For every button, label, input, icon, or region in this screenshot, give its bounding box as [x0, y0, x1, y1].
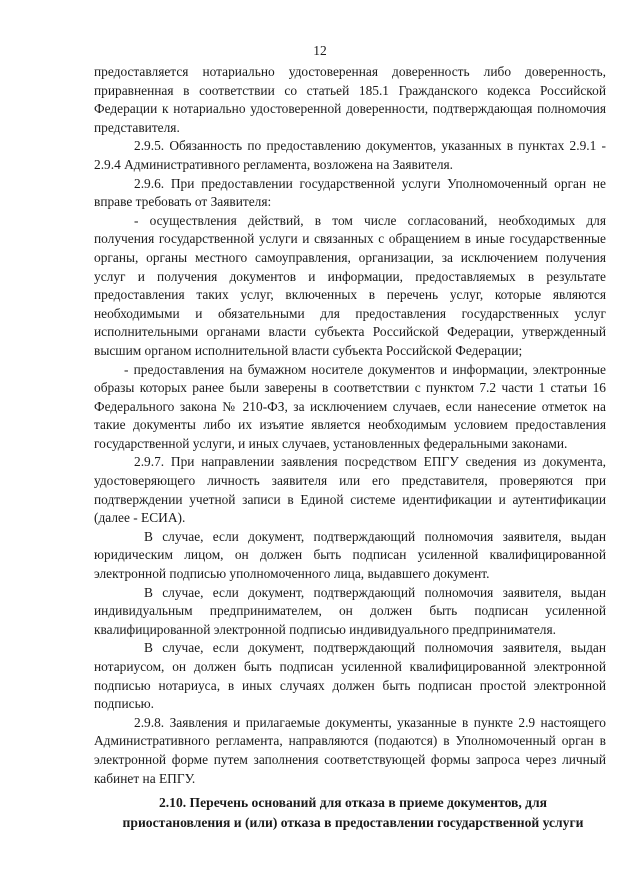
heading-line-1: 2.10. Перечень оснований для отказа в приеме документов, для	[158, 795, 548, 810]
page-number: 12	[313, 43, 327, 58]
heading-line-2: приостановления и (или) отказа в предоставлении государственной услуги	[122, 815, 584, 830]
document-body	[94, 63, 606, 788]
section-heading-2-10	[94, 793, 612, 833]
paragraph-individual-entrepreneur: В случае, если документ, подтверждающий полномочия заявителя, выдан индивидуальным предпринимателем, он должен быть подписан усиленной квалифицированной электронной подписью индивидуального предпринимателя.	[94, 584, 606, 637]
paragraph-2-9-7: 2.9.7. При направлении заявления посредством ЕПГУ сведения из документа, удостоверяющего личность заявителя или его представителя, проверяются при подтверждении учетной записи в Единой системе идентификации и аутентификации (далее - ЕСИА).	[94, 454, 606, 526]
list-item-paper-documents: - предоставления на бумажном носителе документов и информации, электронные образы которых ранее были заверены в соответствии с пунктом 7.2 части 1 статьи 16 Федерального закона № 210-ФЗ, за исключением случаев, если нанесение отметок на такие документы либо их изъятие является необходимым условием предоставления государственной услуги, и иных случаев, установленных федеральными законами.	[94, 361, 606, 451]
paragraph-legal-entity: В случае, если документ, подтверждающий полномочия заявителя, выдан юридическим лицом, он должен быть подписан усиленной квалифицированной электронной подписью уполномоченного лица, выдавшего документ.	[94, 528, 606, 582]
list-item-actions: - осуществления действий, в том числе согласований, необходимых для получения государственной услуги и связанных с обращением в иные государственные органы, органы местного самоуправления, организации, за исключением получения услуг и получения документов и информации, предоставляемых в результате предоставления таких услуг, включенных в перечень услуг, которые являются необходимыми и обязательными для предоставления государственных услуг исполнительными органами власти субъекта Российской Федерации, утвержденный высшим органом исполнительной власти субъекта Российской Федерации;	[94, 212, 606, 358]
paragraph-power-of-attorney: предоставляется нотариально удостоверенная доверенность либо доверенность, приравненная в соответствии со статьей 185.1 Гражданского кодекса Российской Федерации к нотариально удостоверенной доверенности, подтверждающая полномочия представителя.	[94, 64, 606, 135]
paragraph-2-9-8: 2.9.8. Заявления и прилагаемые документы, указанные в пункте 2.9 настоящего Административного регламента, направляются (подаются) в Уполномоченный орган в электронной форме путем заполнения соответствующей формы запроса через личный кабинет на ЕПГУ.	[94, 714, 606, 786]
paragraph-2-9-5: 2.9.5. Обязанность по предоставлению документов, указанных в пунктах 2.9.1 - 2.9.4 Административного регламента, возложена на Заявителя.	[94, 138, 606, 172]
paragraph-2-9-6: 2.9.6. При предоставлении государственной услуги Уполномоченный орган не вправе требовать от Заявителя:	[94, 175, 606, 210]
paragraph-notary: В случае, если документ, подтверждающий полномочия заявителя, выдан нотариусом, он должен быть подписан усиленной квалифицированной электронной подписью нотариуса, в иных случаях должен быть подписан простой электронной подписью.	[94, 640, 606, 712]
